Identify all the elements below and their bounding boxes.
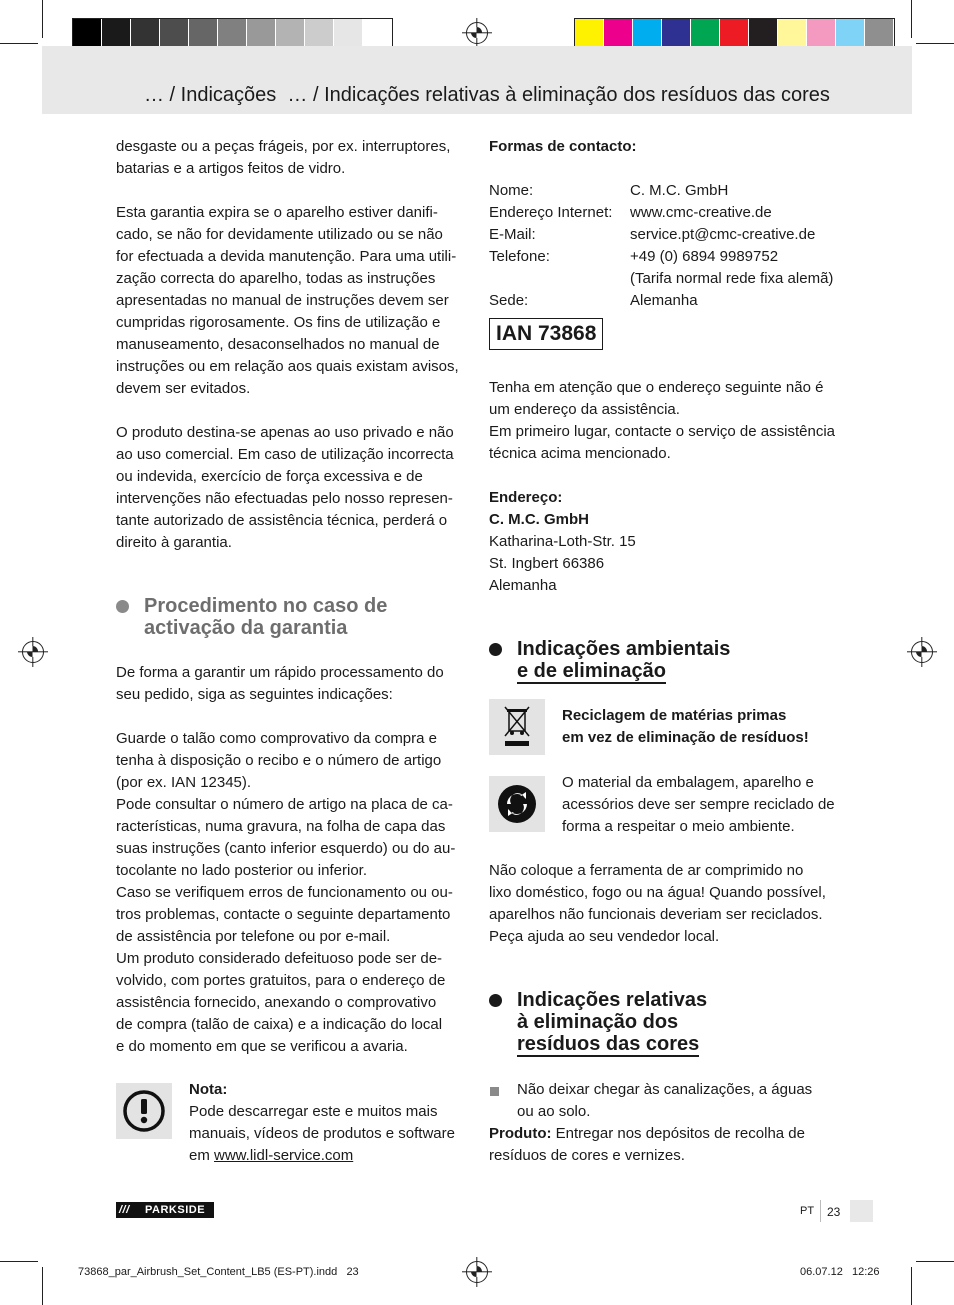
contact-row — [489, 224, 849, 246]
text-line: resíduos de cores e vernizes. — [489, 1147, 685, 1164]
text-line: Pode consultar o número de artigo na placa de ca- — [116, 796, 453, 813]
green-dot-icon — [489, 776, 545, 832]
product-text — [489, 1123, 859, 1167]
color-swatch — [865, 19, 894, 47]
text-line: Guarde o talão como comprovativo da compra e — [116, 730, 437, 747]
section-heading-colors — [517, 989, 707, 1055]
paragraph — [116, 662, 466, 706]
contact-key: Sede: — [489, 292, 529, 309]
color-swatch — [807, 19, 836, 47]
file-info: 73868_par_Airbrush_Set_Content_LB5 (ES-PT).indd 23 — [78, 1266, 359, 1278]
text-line: manuais, vídeos de produtos e software — [189, 1125, 455, 1142]
text-line: batarias e a artigos feitos de vidro. — [116, 160, 346, 177]
color-swatch — [633, 19, 662, 47]
text-line: Esta garantia expira se o aparelho estiver danifi- — [116, 204, 438, 221]
section-bullet-icon — [116, 600, 129, 613]
text-line: racterísticas, numa gravura, na folha de capa das — [116, 818, 446, 835]
contact-value: www.cmc-creative.de — [630, 204, 772, 221]
list-bullet-icon — [490, 1087, 499, 1096]
text-line: Não deixar chegar às canalizações, a águas — [517, 1081, 813, 1098]
recycle-note — [562, 705, 862, 749]
color-swatch — [102, 19, 131, 47]
text-line: apresentadas no manual de instruções devem ser — [116, 292, 449, 309]
color-swatch — [720, 19, 749, 47]
parkside-logo — [116, 1202, 214, 1218]
text-line: Alemanha — [489, 577, 557, 594]
section-bullet-icon — [489, 643, 502, 656]
contact-key: Nome: — [489, 182, 534, 199]
text-line: em vez de eliminação de resíduos! — [562, 729, 809, 746]
text-line: Caso se verifiquem erros de funcionamento ou ou- — [116, 884, 453, 901]
contact-key — [489, 268, 630, 290]
color-swatch — [778, 19, 807, 47]
color-swatch — [276, 19, 305, 47]
lidl-service-link[interactable]: www.lidl-service.com — [214, 1147, 354, 1164]
text-line: acessórios deve ser sempre reciclado de — [562, 796, 835, 813]
text-line — [489, 1123, 859, 1145]
section-heading-environment — [517, 638, 730, 682]
text-line: O produto destina-se apenas ao uso privado e não — [116, 424, 454, 441]
paragraph — [116, 422, 466, 554]
registration-mark-icon — [466, 22, 488, 44]
contact-row — [489, 180, 849, 202]
text-line: Não coloque a ferramenta de ar comprimido no — [489, 862, 804, 879]
text-line: tocolante no lado posterior ou inferior. — [116, 862, 367, 879]
disposal-text — [489, 860, 849, 948]
text-line: tenha à disposição o recibo e o número de artigo — [116, 752, 442, 769]
text-line: volvido, com portes gratuitos, para o endereço de — [116, 972, 446, 989]
color-swatch — [131, 19, 160, 47]
heading-line: e de eliminação — [517, 660, 666, 682]
color-swatch — [305, 19, 334, 47]
text-line: tros problemas, contacte o seguinte departamento — [116, 906, 451, 923]
heading-line: à eliminação dos — [517, 1011, 679, 1033]
text-line: cado, se não for devidamente utilizado ou se não — [116, 226, 443, 243]
note-title: Nota: — [189, 1081, 228, 1098]
text-line: assistência fornecido, anexando o comprovativo — [116, 994, 437, 1011]
text-line — [189, 1145, 479, 1167]
paragraph — [116, 136, 466, 180]
text-line: O material da embalagem, aparelho e — [562, 774, 814, 791]
green-dot-icon-box — [489, 776, 545, 832]
color-swatch — [73, 19, 102, 47]
contact-value: (Tarifa normal rede fixa alemã) — [630, 270, 834, 287]
color-swatch — [575, 19, 604, 47]
contact-row — [489, 246, 849, 268]
page-tab — [850, 1200, 873, 1222]
text-line: direito à garantia. — [116, 534, 232, 551]
exclamation-icon — [116, 1083, 172, 1139]
page-title: … / Indicações … / Indicações relativas à eliminação dos resíduos das cores — [144, 84, 830, 106]
text-line: e do momento em que se verificou a avaria. — [116, 1038, 408, 1055]
color-swatch — [749, 19, 778, 47]
registration-mark-icon — [911, 641, 933, 663]
text-line: (por ex. IAN 12345). — [116, 774, 252, 791]
heading-line: Indicações relativas — [517, 989, 708, 1011]
weee-icon-box — [489, 699, 545, 755]
text-line: intervenções não efectuadas pelo nosso represen- — [116, 490, 453, 507]
contact-value: C. M.C. GmbH — [630, 182, 729, 199]
text-line: aparelhos não funcionais deveriam ser reciclados. — [489, 906, 823, 923]
contact-key: Telefone: — [489, 248, 550, 265]
list-item — [517, 1079, 857, 1123]
text-line: zação correcta do aparelho, todas as instruções — [116, 270, 436, 287]
registration-mark-icon — [22, 641, 44, 663]
text-line: lixo doméstico, fogo ou na água! Quando possível, — [489, 884, 826, 901]
contact-value: service.pt@cmc-creative.de — [630, 226, 816, 243]
color-swatch — [189, 19, 218, 47]
text-line: devem ser evitados. — [116, 380, 251, 397]
contact-row — [489, 290, 849, 312]
left-text-lower — [116, 662, 466, 1058]
logo-stripes-icon: /// — [119, 1204, 130, 1216]
text-line: forma a respeitar o meio ambiente. — [562, 818, 795, 835]
contact-key: E-Mail: — [489, 226, 536, 243]
text-line: um endereço da assistência. — [489, 401, 680, 418]
registration-mark-icon — [466, 1261, 488, 1283]
text-line: de assistência por telefone ou por e-mail. — [116, 928, 391, 945]
color-swatch — [334, 19, 363, 47]
heading-line: Indicações ambientais — [517, 638, 731, 660]
color-swatch — [363, 19, 392, 47]
contact-row — [489, 202, 849, 224]
text-line: for efectuada a devida manutenção. Para uma utili- — [116, 248, 457, 265]
text-fragment: Entregar nos depósitos de recolha de — [551, 1125, 805, 1142]
text-line: Peça ajuda ao seu vendedor local. — [489, 928, 720, 945]
text-line: instruções ou em relação aos quais existam avisos, — [116, 358, 459, 375]
address-company: C. M.C. GmbH — [489, 511, 589, 528]
address-title: Endereço: — [489, 489, 563, 506]
contact-value: +49 (0) 6894 9989752 — [630, 248, 779, 265]
contact-row — [489, 268, 849, 290]
print-date: 06.07.12 12:26 — [800, 1266, 880, 1278]
color-swatch — [218, 19, 247, 47]
text-line: cumpridas rigorosamente. Os fins de utilização e — [116, 314, 441, 331]
contact-title: Formas de contacto: — [489, 138, 637, 155]
text-line: ao uso comercial. Em caso de utilização incorrecta — [116, 446, 454, 463]
warning-icon-box — [116, 1083, 172, 1139]
divider — [820, 1200, 821, 1222]
text-fragment: em — [189, 1147, 215, 1164]
color-swatch — [662, 19, 691, 47]
text-line: manuseamento, desaconselhados no manual de — [116, 336, 440, 353]
contact-value: Alemanha — [630, 292, 698, 309]
text-line: Em primeiro lugar, contacte o serviço de assistência — [489, 423, 835, 440]
contact-key: Endereço Internet: — [489, 204, 613, 221]
text-line: Tenha em atenção que o endereço seguinte não é — [489, 379, 824, 396]
text-line: ou ao solo. — [517, 1103, 591, 1120]
left-text-upper — [116, 136, 466, 554]
color-swatch — [691, 19, 720, 47]
recycle-text — [562, 772, 862, 838]
paragraph — [116, 202, 466, 400]
text-line: Katharina-Loth-Str. 15 — [489, 533, 636, 550]
grayscale-swatches — [72, 18, 393, 48]
text-line: ou indevida, exercício de força excessiva e de — [116, 468, 423, 485]
color-swatches — [574, 18, 895, 48]
text-line: técnica acima mencionado. — [489, 445, 671, 462]
text-line: St. Ingbert 66386 — [489, 555, 605, 572]
address-block — [489, 377, 849, 597]
note-text — [189, 1079, 479, 1167]
language-code: PT — [800, 1205, 815, 1217]
text-line: suas instruções (canto inferior esquerdo) ou do au- — [116, 840, 456, 857]
text-line: De forma a garantir um rápido processamento do — [116, 664, 444, 681]
heading-line: activação da garantia — [144, 617, 348, 639]
contact-block — [489, 136, 849, 312]
heading-line: Procedimento no caso de — [144, 595, 388, 617]
page-number: 23 — [827, 1205, 841, 1219]
text-line: de compra (talão de caixa) e a indicação do local — [116, 1016, 443, 1033]
section-bullet-icon — [489, 994, 502, 1007]
text-line: tante autorizado de assistência técnica, perderá o — [116, 512, 448, 529]
product-label: Produto: — [489, 1125, 552, 1142]
brand-name: PARKSIDE — [145, 1204, 206, 1216]
text-line: desgaste ou a peças frágeis, por ex. interruptores, — [116, 138, 451, 155]
text-line: Pode descarregar este e muitos mais — [189, 1103, 438, 1120]
color-swatch — [836, 19, 865, 47]
color-swatch — [247, 19, 276, 47]
ian-number-box: IAN 73868 — [489, 318, 603, 350]
text-line: seu pedido, siga as seguintes indicações: — [116, 686, 393, 703]
paragraph — [116, 728, 466, 1058]
crossed-bin-icon — [489, 699, 545, 755]
heading-line: resíduos das cores — [517, 1033, 700, 1055]
color-swatch — [604, 19, 633, 47]
color-swatch — [160, 19, 189, 47]
text-line: Um produto considerado defeituoso pode ser de- — [116, 950, 443, 967]
section-heading-warranty — [144, 595, 387, 639]
text-line: Reciclagem de matérias primas — [562, 707, 787, 724]
